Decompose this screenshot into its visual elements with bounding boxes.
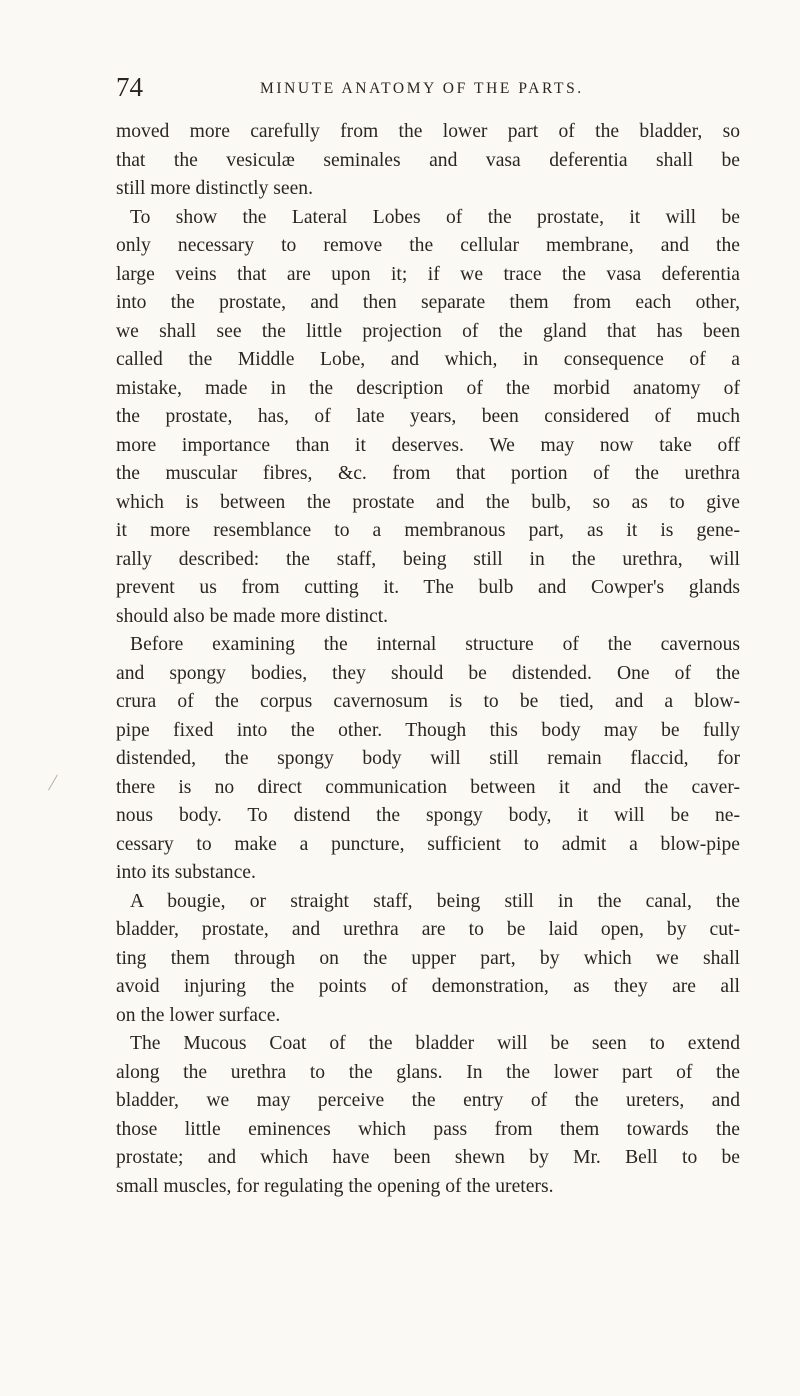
text-line: To show the Lateral Lobes of the prostate, it will be xyxy=(130,206,740,228)
text-line: pipe fixed into the other. Though this body may be fully xyxy=(116,719,740,741)
text-line: mistake, made in the description of the morbid anatomy of xyxy=(116,377,740,399)
text-line: bladder, we may perceive the entry of the ureters, and xyxy=(116,1090,740,1111)
text-line: it more resemblance to a membranous part, as it is gene- xyxy=(116,520,740,541)
text-line: which is between the prostate and the bulb, so as to give xyxy=(116,491,740,513)
text-line: cessary to make a puncture, sufficient to admit a blow-pipe xyxy=(116,833,740,855)
text-line: The Mucous Coat of the bladder will be seen to extend xyxy=(130,1033,740,1054)
text-line: the prostate, has, of late years, been considered of much xyxy=(116,406,740,427)
page-header xyxy=(116,72,740,102)
running-head: MINUTE ANATOMY OF THE PARTS. xyxy=(260,80,584,97)
body-text xyxy=(116,118,740,1201)
text-line: there is no direct communication between it and the caver- xyxy=(116,776,740,798)
text-line: ting them through on the upper part, by which we shall xyxy=(116,947,740,969)
text-line: Before examining the internal structure of the cavernous xyxy=(130,634,740,655)
text-line: still more distinctly seen. xyxy=(116,178,313,199)
text-line: along the urethra to the glans. In the lower part of the xyxy=(116,1061,740,1083)
text-line: prostate; and which have been shewn by Mr. Bell to be xyxy=(116,1147,740,1168)
margin-mark xyxy=(48,774,63,793)
text-line: that the vesiculæ seminales and vasa deferentia shall be xyxy=(116,149,740,171)
text-line: more importance than it deserves. We may now take off xyxy=(116,434,740,456)
text-line: distended, the spongy body will still remain flaccid, for xyxy=(116,748,740,769)
text-line: on the lower surface. xyxy=(116,1004,281,1026)
text-line: into the prostate, and then separate them from each other, xyxy=(116,292,740,313)
text-line: those little eminences which pass from them towards the xyxy=(116,1118,740,1140)
page-number: 74 xyxy=(116,72,143,102)
text-line: bladder, prostate, and urethra are to be laid open, by cut- xyxy=(116,919,740,940)
text-line: nous body. To distend the spongy body, it will be ne- xyxy=(116,805,740,826)
text-line: prevent us from cutting it. The bulb and Cowper's glands xyxy=(116,577,740,598)
text-line: large veins that are upon it; if we trace the vasa deferentia xyxy=(116,263,740,285)
text-line: called the Middle Lobe, and which, in consequence of a xyxy=(116,349,740,370)
text-line: rally described: the staff, being still in the urethra, will xyxy=(116,548,740,570)
text-line: only necessary to remove the cellular membrane, and the xyxy=(116,235,740,256)
text-line: moved more carefully from the lower part of the bladder, so xyxy=(116,121,740,142)
text-line: and spongy bodies, they should be distended. One of the xyxy=(116,662,740,684)
text-line: A bougie, or straight staff, being still in the canal, the xyxy=(130,890,740,912)
text-line: should also be made more distinct. xyxy=(116,605,389,627)
text-line: into its substance. xyxy=(116,862,256,883)
text-line: crura of the corpus cavernosum is to be tied, and a blow- xyxy=(116,691,740,712)
text-line: we shall see the little projection of the gland that has been xyxy=(116,320,740,342)
text-line: the muscular fibres, &c. from that portion of the urethra xyxy=(116,463,740,484)
text-line: avoid injuring the points of demonstration, as they are all xyxy=(116,976,740,997)
text-line: small muscles, for regulating the opening of the ureters. xyxy=(116,1175,554,1197)
